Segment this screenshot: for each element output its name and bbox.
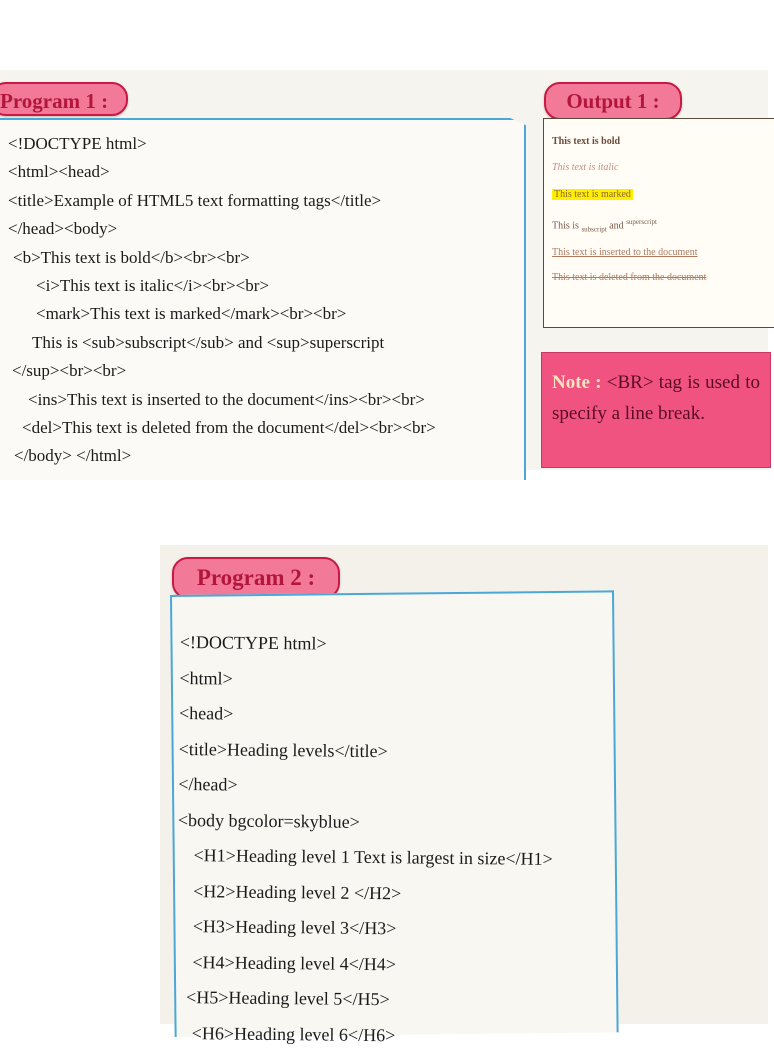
code-line: </head><body> xyxy=(8,219,118,239)
code-line: <mark>This text is marked</mark><br><br> xyxy=(36,304,347,324)
code-line: <!DOCTYPE html> xyxy=(8,134,147,153)
code-line: <H4>Heading level 4</H4> xyxy=(192,951,397,974)
marked-text: This text is marked xyxy=(554,189,631,200)
output-sub-sup xyxy=(552,218,706,233)
output-marked xyxy=(552,189,706,200)
code-line: <i>This text is italic</i><br><br> xyxy=(36,275,269,295)
program2-photo xyxy=(160,545,768,1045)
code-line: <head> xyxy=(178,702,234,724)
output-italic: This text is italic xyxy=(552,162,619,173)
program2-label: Program 2 : xyxy=(172,557,340,599)
output1-label: Output 1 : xyxy=(544,82,682,120)
code-line: <html> xyxy=(179,667,233,689)
code-line: <del>This text is deleted from the document</del><br><br> xyxy=(22,417,436,437)
code-line: <body bgcolor=skyblue> xyxy=(177,809,360,832)
code-line: </body> </html> xyxy=(14,446,132,466)
program1-code xyxy=(8,130,436,471)
output-inserted: This text is inserted to the document xyxy=(552,247,698,259)
code-line: <html><head> xyxy=(8,162,110,182)
code-line: </sup><br><br> xyxy=(12,361,127,381)
code-line: <ins>This text is inserted to the document</ins><br><br> xyxy=(28,389,425,409)
sup-text: superscript xyxy=(626,218,657,226)
output1-content xyxy=(552,132,706,283)
note-text: <BR> tag is used to specify a line break. xyxy=(552,372,760,424)
sub-text: subscript xyxy=(581,225,607,234)
note-box xyxy=(541,352,771,468)
note-title: Note : xyxy=(552,372,602,393)
code-line: <!DOCTYPE html> xyxy=(179,631,327,654)
program1-photo xyxy=(0,70,768,470)
code-line: <H1>Heading level 1 Text is largest in size</H1> xyxy=(193,845,553,869)
code-line: </head> xyxy=(178,773,238,795)
sub-mid: and xyxy=(606,220,627,232)
program2-code xyxy=(176,625,556,1055)
output-bold: This text is bold xyxy=(552,136,621,147)
program1-label: Program 1 : xyxy=(0,82,128,116)
output-deleted: This text is deleted from the document xyxy=(552,272,707,284)
code-line: <title>Heading levels</title> xyxy=(178,738,388,761)
sub-prefix: This is xyxy=(552,220,582,232)
code-line: <H6>Heading level 6</H6> xyxy=(191,1022,396,1045)
code-line: <H2>Heading level 2 </H2> xyxy=(193,880,402,903)
code-line: <H3>Heading level 3</H3> xyxy=(192,916,397,939)
code-line: <H5>Heading level 5</H5> xyxy=(185,987,390,1010)
code-line: <b>This text is bold</b><br><br> xyxy=(13,247,250,267)
code-line: <title>Example of HTML5 text formatting tags</title> xyxy=(8,190,382,210)
code-line: This is <sub>subscript</sub> and <sup>superscript xyxy=(32,332,385,352)
